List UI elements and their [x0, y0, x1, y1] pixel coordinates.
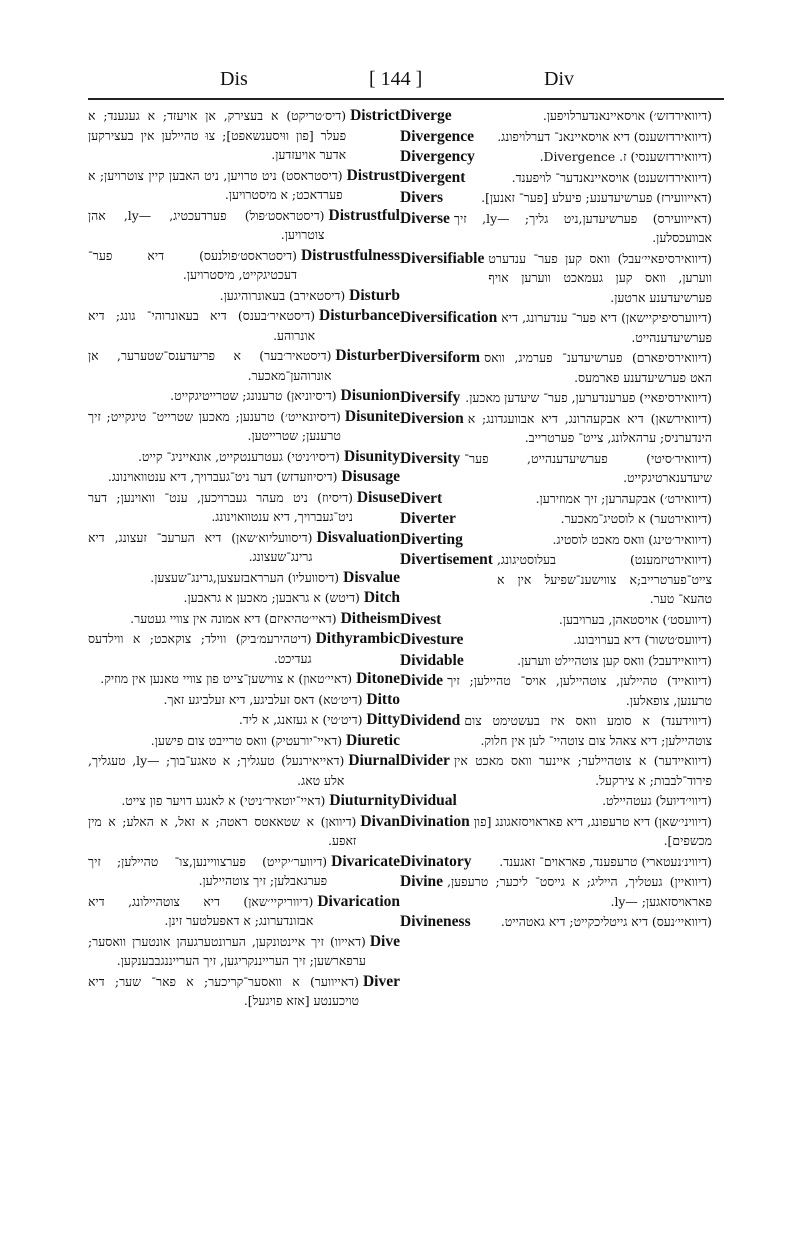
- dictionary-entry: [88, 568, 400, 588]
- dictionary-entry: [400, 530, 712, 550]
- dictionary-entry: [400, 651, 712, 671]
- entry-definition: (דיסטאיר׳בענס) דיא בעאונרוהי־ גונג; דיא אונרוהע.: [88, 308, 316, 343]
- entry-definition: (דיוויני׳שאן) דיא טרעפונג, דיא פאראויסזאגונג [פון מכשפים].: [473, 813, 712, 848]
- dictionary-entry: [88, 346, 400, 385]
- entry-definition: (דיוואירטיזמענט) בעלוסטיגונג, צייט־פערטרייב;א צווישענ־שפיעל אין א טהעא־ טער.: [496, 552, 712, 606]
- dictionary-entry: [88, 407, 400, 446]
- entry-headword: Divineness: [400, 913, 471, 930]
- entry-definition: (דיוועס׳טשור) דיא בערויבונג.: [573, 632, 712, 647]
- entry-headword: Divergent: [400, 168, 466, 186]
- dictionary-entry: [400, 852, 712, 872]
- entry-definition: (דיסטראסט) ניט טרויען, ניט האבען קיין צוטרויען; א פערדאכט; א מיסטרויען.: [88, 167, 343, 202]
- entry-definition: (דיוואן) א שטאאטס ראטה; א זאל, א האלע; א מין זאפע.: [88, 813, 357, 848]
- entry-definition: (דאיי׳טהיאיזם) דיא אמונה אין צוויי געטער.: [130, 610, 337, 626]
- entry-headword: Dive: [369, 932, 400, 950]
- right-column: [400, 106, 712, 933]
- entry-definition: (דיוואירדזש׳) אויסאיינאנדערלויפען.: [542, 108, 712, 123]
- entry-definition: (דיוואירסיפאיי) פערענדערען, פער־ שיעדען מאכען.: [465, 390, 712, 405]
- dictionary-entry: [400, 409, 712, 448]
- entry-headword: Diurnal: [348, 752, 400, 769]
- dictionary-entry: [88, 609, 400, 629]
- entry-headword: Divider: [400, 752, 450, 769]
- entry-definition: (דיווינ׳נעטארי) טרעפענד, פאראוים־ זאגענד.: [499, 853, 712, 869]
- entry-definition: (דאייוו) זיך איינטונקען, הערונטערגעהן אונטערן וואסער; ערפארשען; זיך הערייננקריגען, זיך הערייננגבבענקען.: [88, 933, 366, 968]
- dictionary-entry: [88, 791, 400, 811]
- dictionary-entry: [88, 751, 400, 790]
- entry-definition: (דיוואיידער) א צוטהיילער; איינער וואס מאכט אין פירוד־לבבות; א צירקעל.: [453, 753, 712, 788]
- dictionary-entry: [400, 509, 712, 529]
- entry-definition: (דיסטראסט׳פולנעס) דיא פער־ דעכטיגקייט, מיסטרויען.: [88, 247, 297, 282]
- entry-headword: Distrust: [346, 166, 400, 184]
- entry-definition: (דיוואייד) טהיילען, צוטהיילען, אויס־ טהיילען; זיך טרענען, צופאלען.: [447, 673, 712, 708]
- dictionary-entry: [400, 449, 712, 488]
- entry-definition: (דיוואירדזשענסי) ז. Divergence.: [539, 149, 712, 164]
- entry-headword: Diversification: [400, 309, 498, 326]
- entry-headword: Disunite: [344, 407, 400, 425]
- entry-headword: Divers: [400, 189, 444, 206]
- entry-headword: Divergence: [400, 127, 475, 145]
- entry-definition: (דיוואירסיפארם) פערשיעדענ־ פערמיג, וואס האט פערשיעדענע פארמעס.: [484, 350, 712, 385]
- entry-headword: Disvalue: [343, 568, 400, 586]
- entry-headword: Divination: [400, 812, 470, 830]
- entry-headword: Ditch: [363, 589, 400, 606]
- dictionary-entry: [400, 812, 712, 851]
- dictionary-entry: [88, 467, 400, 487]
- dictionary-entry: [400, 610, 712, 630]
- left-column: [88, 106, 400, 1012]
- entry-definition: (דיט׳טי) א געזאנג, א ליד.: [238, 712, 363, 727]
- entry-definition: (דיוואירטער) א לוסטיג־מאכער.: [560, 511, 712, 526]
- dictionary-entry: [400, 489, 712, 509]
- entry-headword: Divertisement: [400, 551, 493, 568]
- entry-headword: Divarication: [317, 892, 400, 910]
- entry-headword: Disturber: [335, 347, 400, 364]
- dictionary-entry: [400, 209, 712, 248]
- entry-headword: Divide: [400, 672, 444, 689]
- dictionary-entry: [400, 872, 712, 911]
- entry-headword: Diverting: [400, 530, 463, 548]
- dictionary-entry: [88, 932, 400, 971]
- entry-headword: Disusage: [341, 468, 400, 485]
- entry-headword: Diverter: [400, 510, 456, 527]
- dictionary-entry: [400, 106, 712, 126]
- entry-definition: (דיווידענד) א סומע וואס איז בעשטימט צום צוטהיילען; דיא צאהל צום צוטהיי־ לען אין חלוק.: [464, 713, 712, 748]
- entry-headword: Diver: [362, 972, 400, 990]
- entry-headword: Disvaluation: [316, 528, 400, 546]
- dictionary-entry: [88, 972, 400, 1011]
- entry-headword: Divergency: [400, 148, 475, 165]
- header-right-guideword: Div: [544, 68, 574, 90]
- entry-headword: Disuse: [356, 488, 400, 506]
- dictionary-entry: [88, 106, 400, 165]
- dictionary-entry: [400, 671, 712, 710]
- entry-headword: Diuturnity: [329, 792, 400, 809]
- dictionary-entry: [88, 731, 400, 751]
- dictionary-entry: [88, 812, 400, 851]
- entry-headword: Dithyrambic: [315, 630, 400, 647]
- entry-definition: (דיסיונאייט׳) טרענען; מאכען שטרייט־ טיגקייט; זיך טרענען; שטרייטען.: [88, 408, 341, 443]
- entry-definition: (דיוועסט׳) אויסטאהן, בערויבען.: [558, 611, 712, 627]
- entry-headword: Diversify: [400, 389, 461, 406]
- entry-definition: (דאייאירנעל) טעגליך; א טאגע־בוך; —ly, טעגליך, אלע טאג.: [88, 753, 345, 788]
- dictionary-entry: [88, 690, 400, 710]
- entry-headword: Dividual: [400, 792, 457, 809]
- entry-headword: Distrustfulness: [300, 246, 400, 264]
- page-header: [0, 68, 788, 94]
- entry-headword: Distrustful: [328, 206, 400, 224]
- entry-headword: Diuretic: [346, 731, 400, 749]
- entry-headword: Dividable: [400, 651, 464, 669]
- dictionary-entry: [400, 348, 712, 387]
- dictionary-entry: [88, 206, 400, 245]
- entry-definition: (דיווי׳דיועל) געטהיילט.: [602, 793, 712, 808]
- dictionary-entry: [88, 246, 400, 285]
- entry-headword: Divine: [400, 873, 444, 890]
- dictionary-entry: [400, 791, 712, 811]
- entry-headword: Diverse: [400, 209, 450, 227]
- entry-definition: (דיוואירדזשענט) אויסאיינאנדער־ לויפענד.: [511, 169, 712, 185]
- dictionary-entry: [88, 166, 400, 205]
- entry-headword: Dividend: [400, 712, 461, 729]
- entry-definition: (דיס׳טריקט) א בעצירק, אן אויעזד; א געגענד; א פעלר [פון ווּיסענשאפט]; צוּ טהיילען אין בעצירקען אדער אויעזדען.: [88, 108, 347, 162]
- dictionary-entry: [400, 550, 712, 609]
- entry-definition: (דיסוועליוא׳שאן) דיא הערעב־ זעצונג, דיא גרינג־שעצונג.: [88, 529, 313, 564]
- entry-definition: (דאיי׳טאון) א צווישען־צייט פון צוויי טאנען אין מוזיק.: [100, 671, 353, 686]
- entry-definition: (דיוואיין) געטליך, הייליג; א גייסט־ ליכער; טרעפען, פאראויסזאגען; —ly.: [447, 874, 712, 909]
- entry-headword: Divinatory: [400, 852, 472, 870]
- entry-headword: Disunity: [344, 447, 400, 465]
- entry-definition: (דיטש) א גראבען; מאכען א גראבען.: [183, 590, 360, 605]
- entry-headword: Diversifiable: [400, 249, 485, 267]
- dictionary-entry: [400, 127, 712, 147]
- entry-definition: (דאייווער) א וואסער־קריכער; א פאר־ שער; דיא טויכענטע [אזא פויגעל].: [88, 973, 359, 1008]
- dictionary-entry: [88, 629, 400, 668]
- dictionary-entry: [88, 286, 400, 306]
- dictionary-entry: [88, 710, 400, 730]
- entry-definition: (דיטהירעמ׳ביק) ווילד; צוקאכט; א ווילדעס געדיכט.: [88, 631, 312, 666]
- entry-headword: Disturb: [349, 286, 400, 304]
- entry-definition: (דיסטאיר׳בער) א פריעדענס־שטערער, אן אונרוהען־מאכער.: [88, 348, 332, 383]
- dictionary-entry: [88, 588, 400, 608]
- entry-definition: (דיסיו׳ניטי) געטרענטקייט, אונאייניג־ קייט.: [137, 448, 340, 464]
- entry-headword: Divest: [400, 610, 442, 628]
- dictionary-entry: [88, 892, 400, 931]
- entry-definition: (דיט׳טא) דאס זעלביגע, דיא זעלביגע זאך.: [163, 691, 363, 707]
- entry-headword: Ditto: [366, 690, 400, 708]
- entry-definition: (דיסיוז) ניט מעהר געברויכען, ענט־ וואוינען; דער ניט־געברויך, דיא ענטוואוינונג.: [88, 489, 353, 524]
- entry-headword: Ditheism: [340, 609, 400, 627]
- entry-headword: Ditty: [366, 711, 400, 728]
- entry-headword: Divaricate: [331, 852, 400, 870]
- entry-headword: Diversion: [400, 409, 464, 427]
- entry-definition: (דיוואיר׳טינג) וואס מאכט לוסטיג.: [552, 531, 712, 547]
- entry-definition: (דיוואיי׳נעס) דיא גייטליכקייט; דיא גאטהייט.: [500, 914, 712, 929]
- entry-headword: Diversity: [400, 449, 461, 467]
- dictionary-entry: [88, 386, 400, 406]
- entry-definition: (דאיי־יוטאיר׳ניטי) א לאנגע דויער פון צייט.: [121, 793, 326, 808]
- entry-definition: (דיווערסיפיקיישאן) דיא פער־ ענדערונג, דיא פערשיעדענהייט.: [501, 310, 712, 345]
- dictionary-entry: [88, 852, 400, 891]
- entry-definition: (דיוואיר׳סיטי) פערשיעדענהייט, פער־ שיעדענארטיגקייט.: [464, 450, 712, 485]
- entry-headword: Divan: [360, 812, 400, 830]
- entry-definition: (דיסטאירב) בעאונרוהיגען.: [219, 287, 346, 303]
- entry-definition: (דיוואירשאן) דיא אבקעהרונג, דיא אבוועגדונג; א הינדערניס; ערהאלונג, צייט־ פערטרייב.: [467, 410, 712, 445]
- entry-headword: District: [350, 107, 400, 124]
- dictionary-entry: [400, 188, 712, 208]
- entry-definition: (דיסטראסט׳פול) פערדעכטיג, —ly, אהן צוטרויען.: [88, 207, 325, 242]
- header-rule: [88, 98, 724, 100]
- entry-headword: Divert: [400, 489, 443, 507]
- dictionary-entry: [88, 488, 400, 527]
- entry-definition: (דיוואירט׳) אבקעהרען; זיך אמוזירען.: [535, 490, 712, 506]
- dictionary-entry: [400, 751, 712, 790]
- dictionary-entry: [400, 308, 712, 347]
- entry-definition: (דאייוועירס) פערשיעדען,ניט גליך; —ly, זיך אבוועכסלען.: [453, 210, 712, 245]
- dictionary-entry: [400, 388, 712, 408]
- dictionary-entry: [88, 447, 400, 467]
- dictionary-entry: [400, 912, 712, 932]
- entry-definition: (דיווער׳יקייט) פערצוויינען,צו־ טהיילען; זיך פערגאבלען; זיך צוטהיילען.: [88, 853, 328, 888]
- dictionary-entry: [88, 669, 400, 689]
- entry-definition: (דיוואיידעבל) וואס קען צוטהיילט ווערען.: [517, 652, 712, 668]
- header-left-guideword: Dis: [220, 68, 248, 90]
- entry-definition: (דיסיוניאן) טרענונג; שטרייטיגקייט.: [170, 388, 337, 403]
- entry-definition: (דיסיוזעדזש) דער ניט־געברויך, דיא ענטוואוינונג.: [107, 469, 338, 484]
- dictionary-entry: [400, 168, 712, 188]
- entry-headword: Disunion: [340, 387, 400, 404]
- dictionary-entry: [88, 528, 400, 567]
- entry-headword: Ditone: [356, 670, 400, 687]
- entry-headword: Diversiform: [400, 349, 481, 366]
- dictionary-entry: [88, 306, 400, 345]
- dictionary-entry: [400, 147, 712, 167]
- entry-definition: (דאיי־יורעטיק) וואס טרייבט צום פישען.: [150, 732, 343, 748]
- page-number: [ 144 ]: [369, 68, 423, 90]
- dictionary-entry: [400, 711, 712, 750]
- entry-headword: Diverge: [400, 107, 452, 124]
- entry-definition: (דיוואירדזשענס) דיא אויסאיינאנ־ דערלויפונג.: [497, 128, 712, 144]
- entry-headword: Divesture: [400, 631, 464, 648]
- dictionary-entry: [400, 630, 712, 650]
- entry-definition: (דיוואירסיפאיי׳עבל) וואס קען פער־ ענדערט ווערען, וואס קען געמאכט ווערען אויף פערשיעדענע ארטען.: [488, 250, 712, 305]
- dictionary-entry: [400, 249, 712, 308]
- entry-definition: (דאייוועירז) פערשיעדענע; פיעלע [פער־ זאנען].: [481, 190, 712, 205]
- entry-headword: Disturbance: [319, 307, 400, 324]
- entry-definition: (דיסוועליו) הערראבזעצען,גרינג־שעצען.: [150, 569, 340, 585]
- entry-definition: (דיווריקיי׳שאן) דיא צוטהיילונג, דיא אבזונדערונג; א דאפעלטער זינן.: [88, 893, 314, 928]
